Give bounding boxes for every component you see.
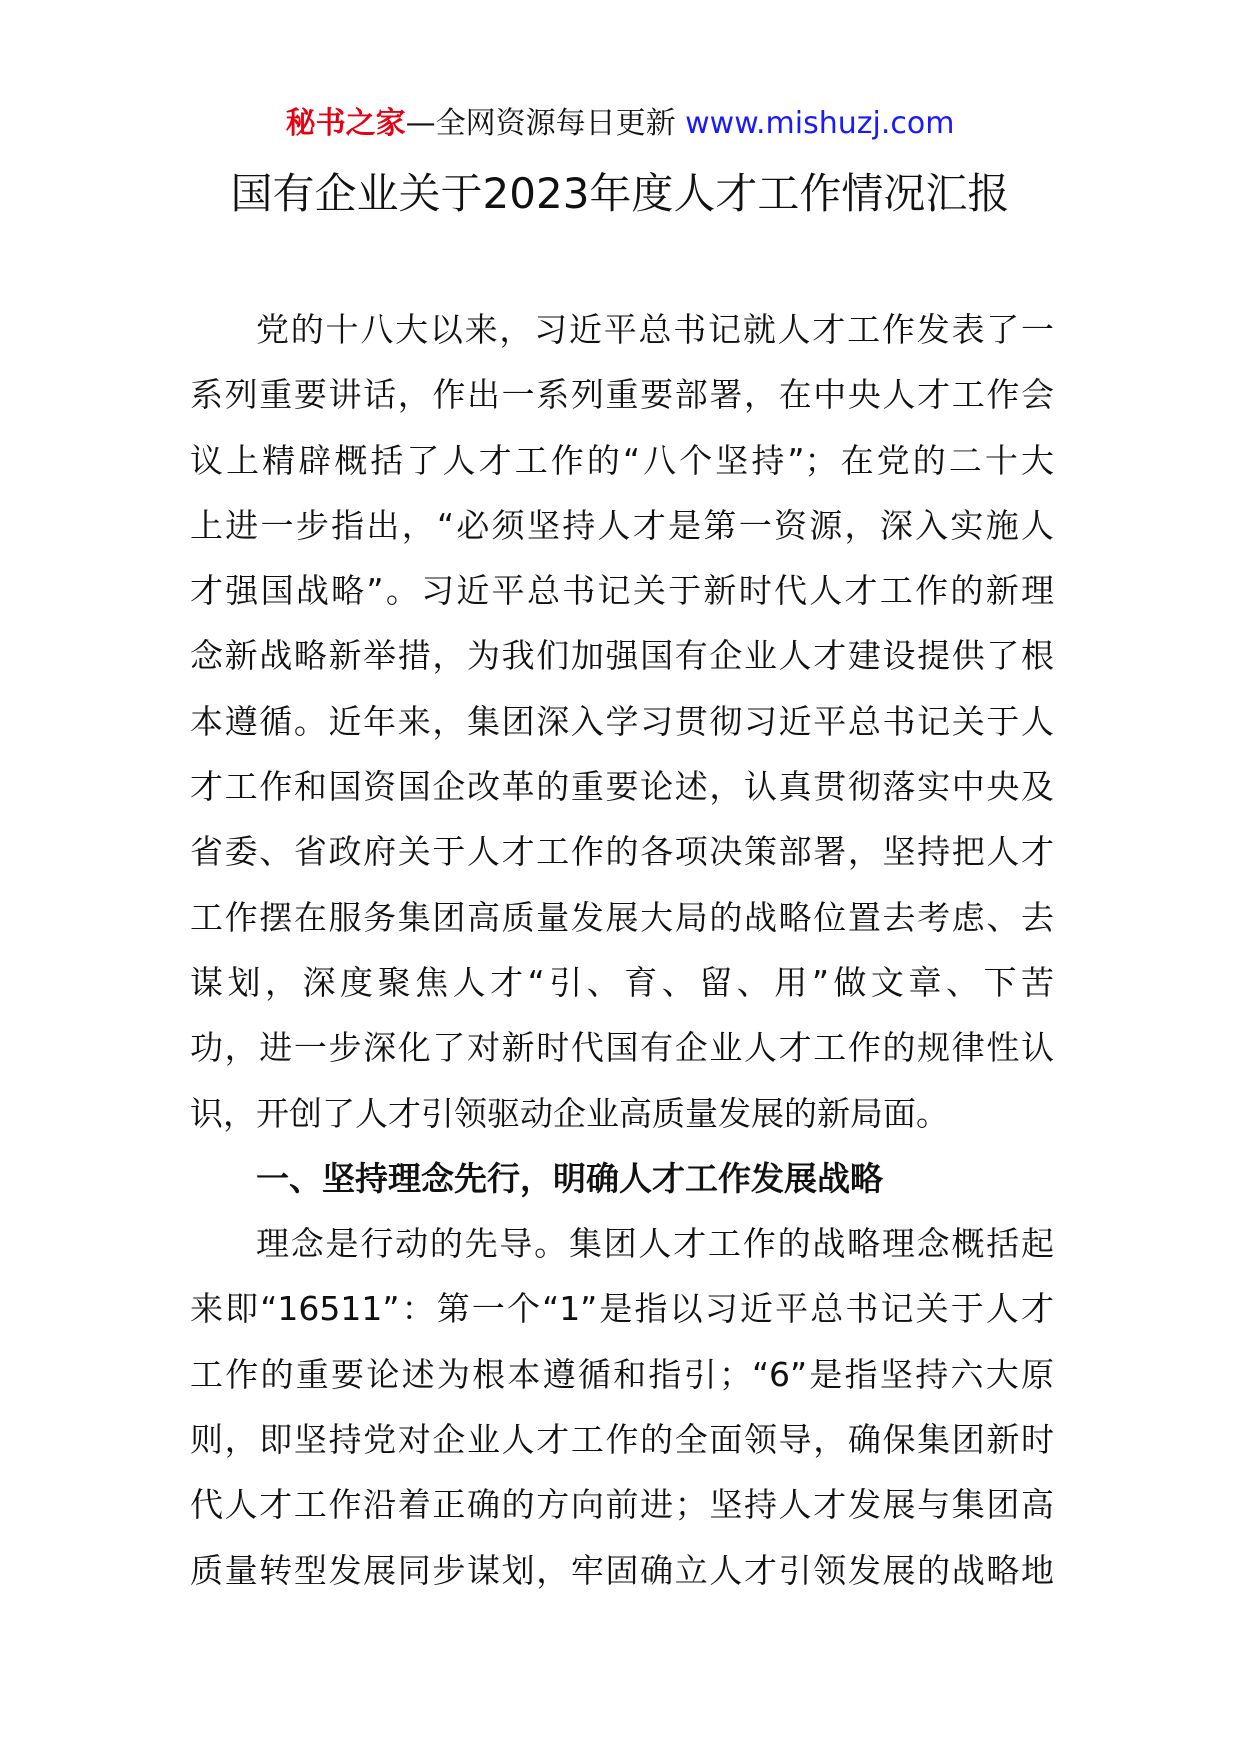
- document-body: [190, 297, 1054, 1603]
- paragraph-line: 则，即坚持党对企业人才工作的全面领导，确保集团新时: [190, 1420, 1054, 1460]
- paragraph-line: 本遵循。近年来，集团深入学习贯彻习近平总书记关于人: [190, 701, 1054, 741]
- section-heading: 一、坚持理念先行，明确人才工作发展战略: [256, 1158, 883, 1198]
- brand-name: 秘书之家: [285, 106, 406, 141]
- paragraph-line: 来即“16511”：第一个“1”是指以习近平总书记关于人才: [190, 1289, 1054, 1329]
- paragraph-line: 上进一步指出，“必须坚持人才是第一资源，深入实施人: [190, 505, 1054, 545]
- paragraph-line: 质量转型发展同步谋划，牢固确立人才引领发展的战略地: [190, 1550, 1054, 1590]
- paragraph-line: 工作的重要论述为根本遵循和指引；“6”是指坚持六大原: [190, 1354, 1054, 1394]
- paragraph-line: 功，进一步深化了对新时代国有企业人才工作的规律性认: [190, 1028, 1054, 1068]
- site-slogan: —全网资源每日更新: [405, 106, 686, 141]
- document-title: 国有企业关于2023年度人才工作情况汇报: [230, 169, 1010, 218]
- paragraph-line: 才工作和国资国企改革的重要论述，认真贯彻落实中央及: [190, 767, 1054, 807]
- paragraph-line: 议上精辟概括了人才工作的“八个坚持”；在党的二十大: [190, 440, 1054, 480]
- paragraph-line: 才强国战略”。习近平总书记关于新时代人才工作的新理: [190, 571, 1054, 611]
- paragraph-line: 念新战略新举措，为我们加强国有企业人才建设提供了根: [190, 636, 1054, 676]
- site-header: [0, 104, 1240, 144]
- paragraph-line: 省委、省政府关于人才工作的各项决策部署，坚持把人才: [190, 832, 1054, 872]
- paragraph-line: 工作摆在服务集团高质量发展大局的战略位置去考虑、去: [190, 897, 1054, 937]
- paragraph-line: 识，开创了人才引领驱动企业高质量发展的新局面。: [190, 1093, 949, 1133]
- paragraph-line: 系列重要讲话，作出一系列重要部署，在中央人才工作会: [190, 375, 1054, 415]
- paragraph-line: 谋划，深度聚焦人才“引、育、留、用”做文章、下苦: [190, 962, 1054, 1002]
- paragraph-line: 代人才工作沿着正确的方向前进；坚持人才发展与集团高: [190, 1485, 1054, 1525]
- paragraph-line: 理念是行动的先导。集团人才工作的战略理念概括起: [256, 1224, 1054, 1264]
- paragraph-line: 党的十八大以来，习近平总书记就人才工作发表了一: [256, 310, 1054, 349]
- site-url-link[interactable]: www.mishuzj.com: [685, 106, 955, 141]
